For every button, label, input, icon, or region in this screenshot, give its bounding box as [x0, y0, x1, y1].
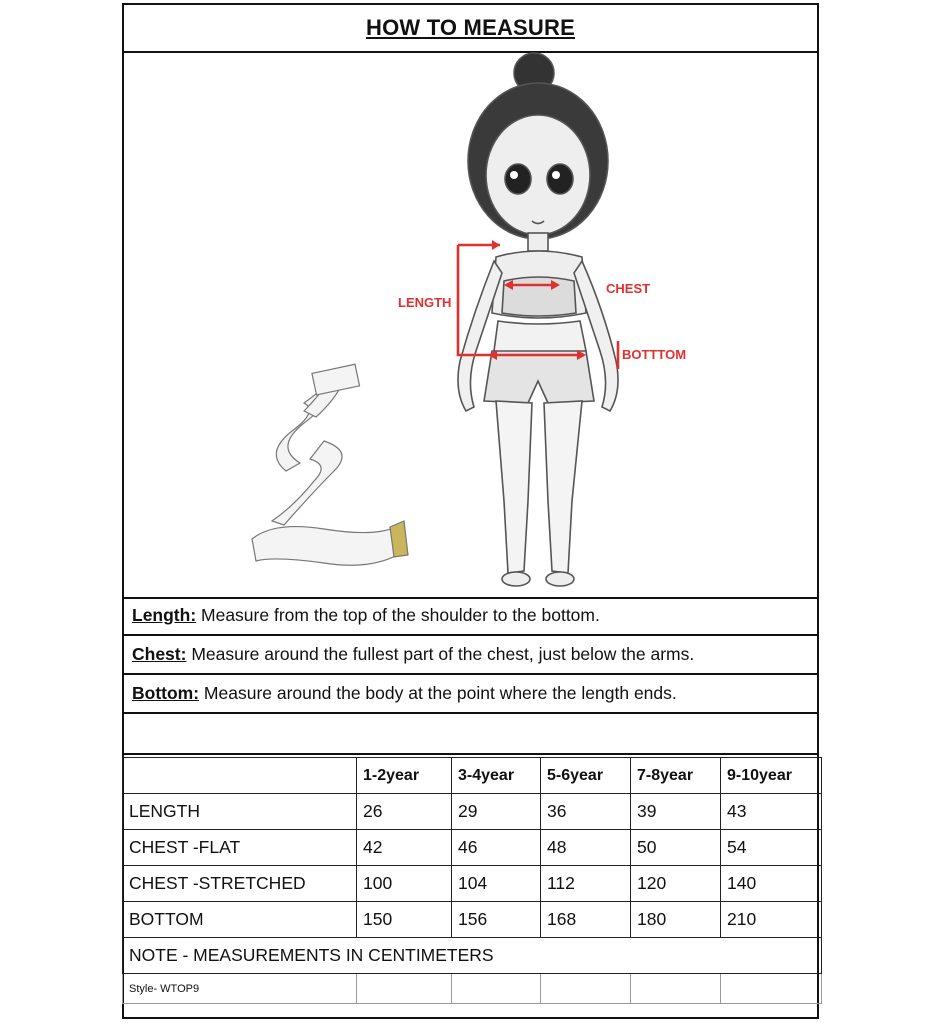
table-cell: 156	[452, 902, 541, 938]
table-cell: 54	[721, 830, 822, 866]
chest-text: Measure around the fullest part of the chest, just below the arms.	[186, 644, 695, 664]
measuring-tape-icon	[252, 364, 408, 565]
table-cell: 26	[357, 794, 452, 830]
empty-cell	[357, 974, 452, 1004]
table-cell: 210	[721, 902, 822, 938]
table-cell: 180	[631, 902, 721, 938]
empty-cell	[452, 974, 541, 1004]
table-cell: 104	[452, 866, 541, 902]
header-cell: 5-6year	[541, 758, 631, 794]
row-label: CHEST -FLAT	[123, 830, 357, 866]
table-cell: 168	[541, 902, 631, 938]
chest-description	[124, 636, 817, 675]
spacer-row	[124, 715, 817, 755]
child-figure	[458, 53, 618, 586]
table-row	[123, 866, 822, 902]
bottom-term: Bottom:	[132, 683, 200, 703]
table-cell: 42	[357, 830, 452, 866]
table-cell: 39	[631, 794, 721, 830]
size-chart-sheet	[122, 3, 819, 1019]
table-cell: 100	[357, 866, 452, 902]
style-row	[123, 974, 822, 1004]
table-row	[123, 830, 822, 866]
chest-label: CHEST	[606, 281, 651, 296]
empty-cell	[541, 974, 631, 1004]
empty-cell	[631, 974, 721, 1004]
table-cell: 50	[631, 830, 721, 866]
measurement-illustration	[124, 51, 819, 597]
header-cell: 3-4year	[452, 758, 541, 794]
length-description	[124, 597, 817, 636]
row-label: LENGTH	[123, 794, 357, 830]
page-title: HOW TO MEASURE	[366, 15, 575, 40]
measurement-note: NOTE - MEASUREMENTS IN CENTIMETERS	[123, 938, 822, 974]
title-row	[124, 5, 817, 53]
chest-term: Chest:	[132, 644, 187, 664]
figure-area	[124, 51, 817, 599]
size-header-row	[123, 758, 822, 794]
bottom-text: Measure around the body at the point where the length ends.	[199, 683, 677, 703]
empty-cell	[721, 974, 822, 1004]
length-text: Measure from the top of the shoulder to the bottom.	[196, 605, 600, 625]
table-cell: 36	[541, 794, 631, 830]
table-cell: 48	[541, 830, 631, 866]
table-cell: 29	[452, 794, 541, 830]
row-label: CHEST -STRETCHED	[123, 866, 357, 902]
row-label: BOTTOM	[123, 902, 357, 938]
header-cell: 9-10year	[721, 758, 822, 794]
table-cell: 120	[631, 866, 721, 902]
note-row	[123, 938, 822, 974]
table-cell: 150	[357, 902, 452, 938]
table-cell: 46	[452, 830, 541, 866]
length-label: LENGTH	[398, 295, 452, 310]
bottom-description	[124, 675, 817, 714]
header-cell	[123, 758, 357, 794]
table-row	[123, 902, 822, 938]
length-term: Length:	[132, 605, 197, 625]
header-cell: 1-2year	[357, 758, 452, 794]
table-cell: 43	[721, 794, 822, 830]
header-cell: 7-8year	[631, 758, 721, 794]
bottom-label: BOTTTOM	[622, 347, 687, 362]
table-cell: 112	[541, 866, 631, 902]
table-row	[123, 794, 822, 830]
style-code: Style- WTOP9	[123, 974, 357, 1004]
table-cell: 140	[721, 866, 822, 902]
size-table	[122, 757, 822, 1004]
